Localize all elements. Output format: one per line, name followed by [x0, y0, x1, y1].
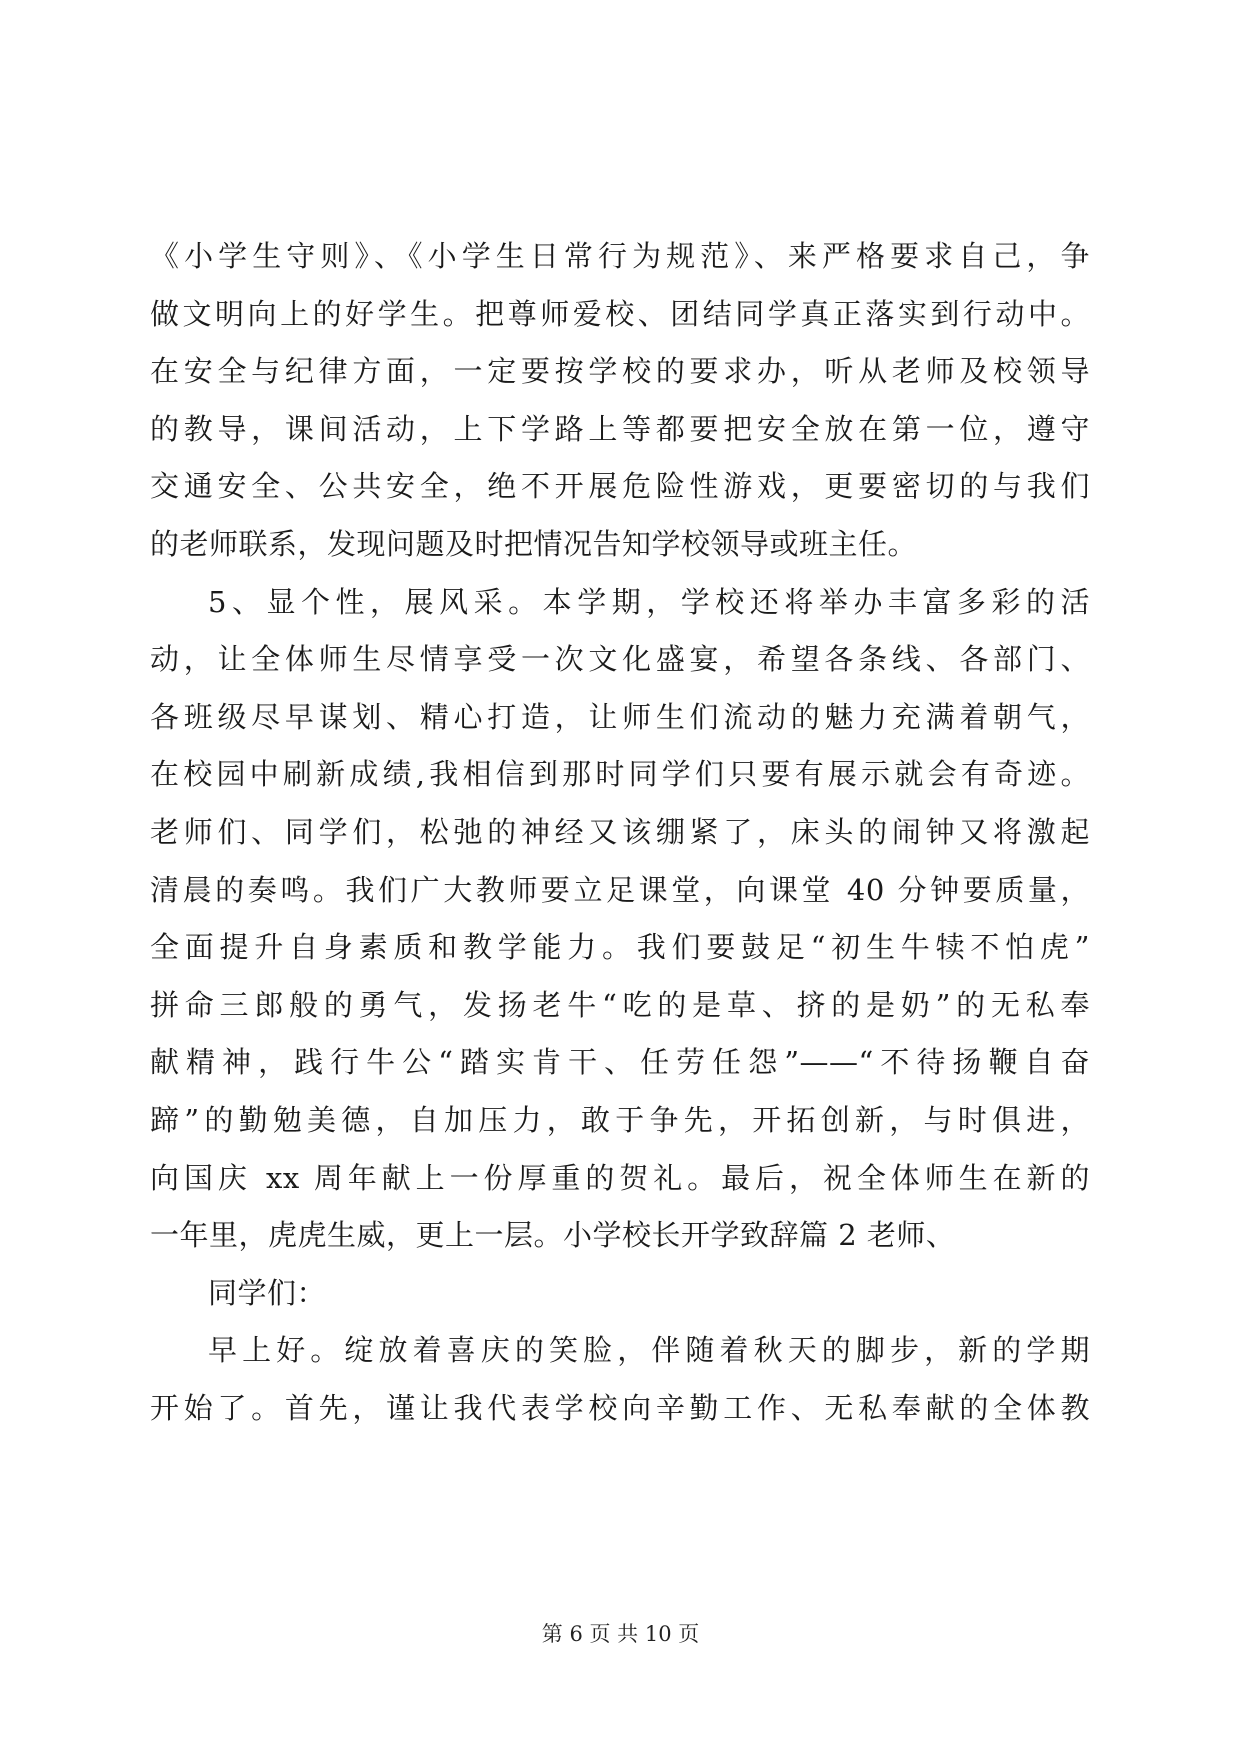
text-line: 一年里，虎虎生威，更上一层。小学校长开学致辞篇 2 老师、: [150, 1218, 956, 1253]
text-line: 清晨的奏鸣。我们广大教师要立足课堂，向课堂 40 分钟要质量，: [150, 872, 1090, 907]
text-line: 开始了。首先，谨让我代表学校向辛勤工作、无私奉献的全体教: [150, 1390, 1090, 1425]
page-footer: 第 6 页 共 10 页: [541, 1622, 700, 1646]
text-line: 的老师联系，发现问题及时把情况告知学校领导或班主任。: [150, 526, 918, 561]
text-line: 在安全与纪律方面，一定要按学校的要求办，听从老师及校领导: [150, 354, 1090, 389]
text-line: 各班级尽早谋划、精心打造，让师生们流动的魅力充满着朝气，: [150, 699, 1090, 734]
text-line: 5、显个性，展风采。本学期，学校还将举办丰富多彩的活: [208, 584, 1090, 619]
text-line: 老师们、同学们，松弛的神经又该绷紧了，床头的闹钟又将激起: [150, 814, 1090, 849]
body-text: [150, 228, 1090, 1437]
text-line: 《小学生守则》、《小学生日常行为规范》、来严格要求自己，争: [150, 239, 1090, 273]
text-line: 早上好。绽放着喜庆的笑脸，伴随着秋天的脚步，新的学期: [208, 1333, 1090, 1368]
text-line: 蹄”的勤勉美德，自加压力，敢于争先，开拓创新，与时俱进，: [150, 1102, 1090, 1137]
text-line: 的教导，课间活动，上下学路上等都要把安全放在第一位，遵守: [150, 411, 1090, 446]
text-line: 同学们：: [208, 1275, 327, 1310]
text-line: 交通安全、公共安全，绝不开展危险性游戏，更要密切的与我们: [150, 469, 1090, 504]
text-line: 献精神，践行牛公“踏实肯干、任劳任怨”——“不待扬鞭自奋: [150, 1045, 1090, 1080]
text-line: 向国庆 xx 周年献上一份厚重的贺礼。最后，祝全体师生在新的: [150, 1160, 1090, 1195]
text-line: 全面提升自身素质和教学能力。我们要鼓足“初生牛犊不怕虎”: [150, 930, 1090, 965]
text-line: 拼命三郎般的勇气，发扬老牛“吃的是草、挤的是奶”的无私奉: [150, 987, 1090, 1022]
text-line: 动，让全体师生尽情享受一次文化盛宴，希望各条线、各部门、: [150, 642, 1090, 677]
text-line: 做文明向上的好学生。把尊师爱校、团结同学真正落实到行动中。: [150, 296, 1090, 331]
text-line: 在校园中刷新成绩,我相信到那时同学们只要有展示就会有奇迹。: [150, 757, 1090, 792]
